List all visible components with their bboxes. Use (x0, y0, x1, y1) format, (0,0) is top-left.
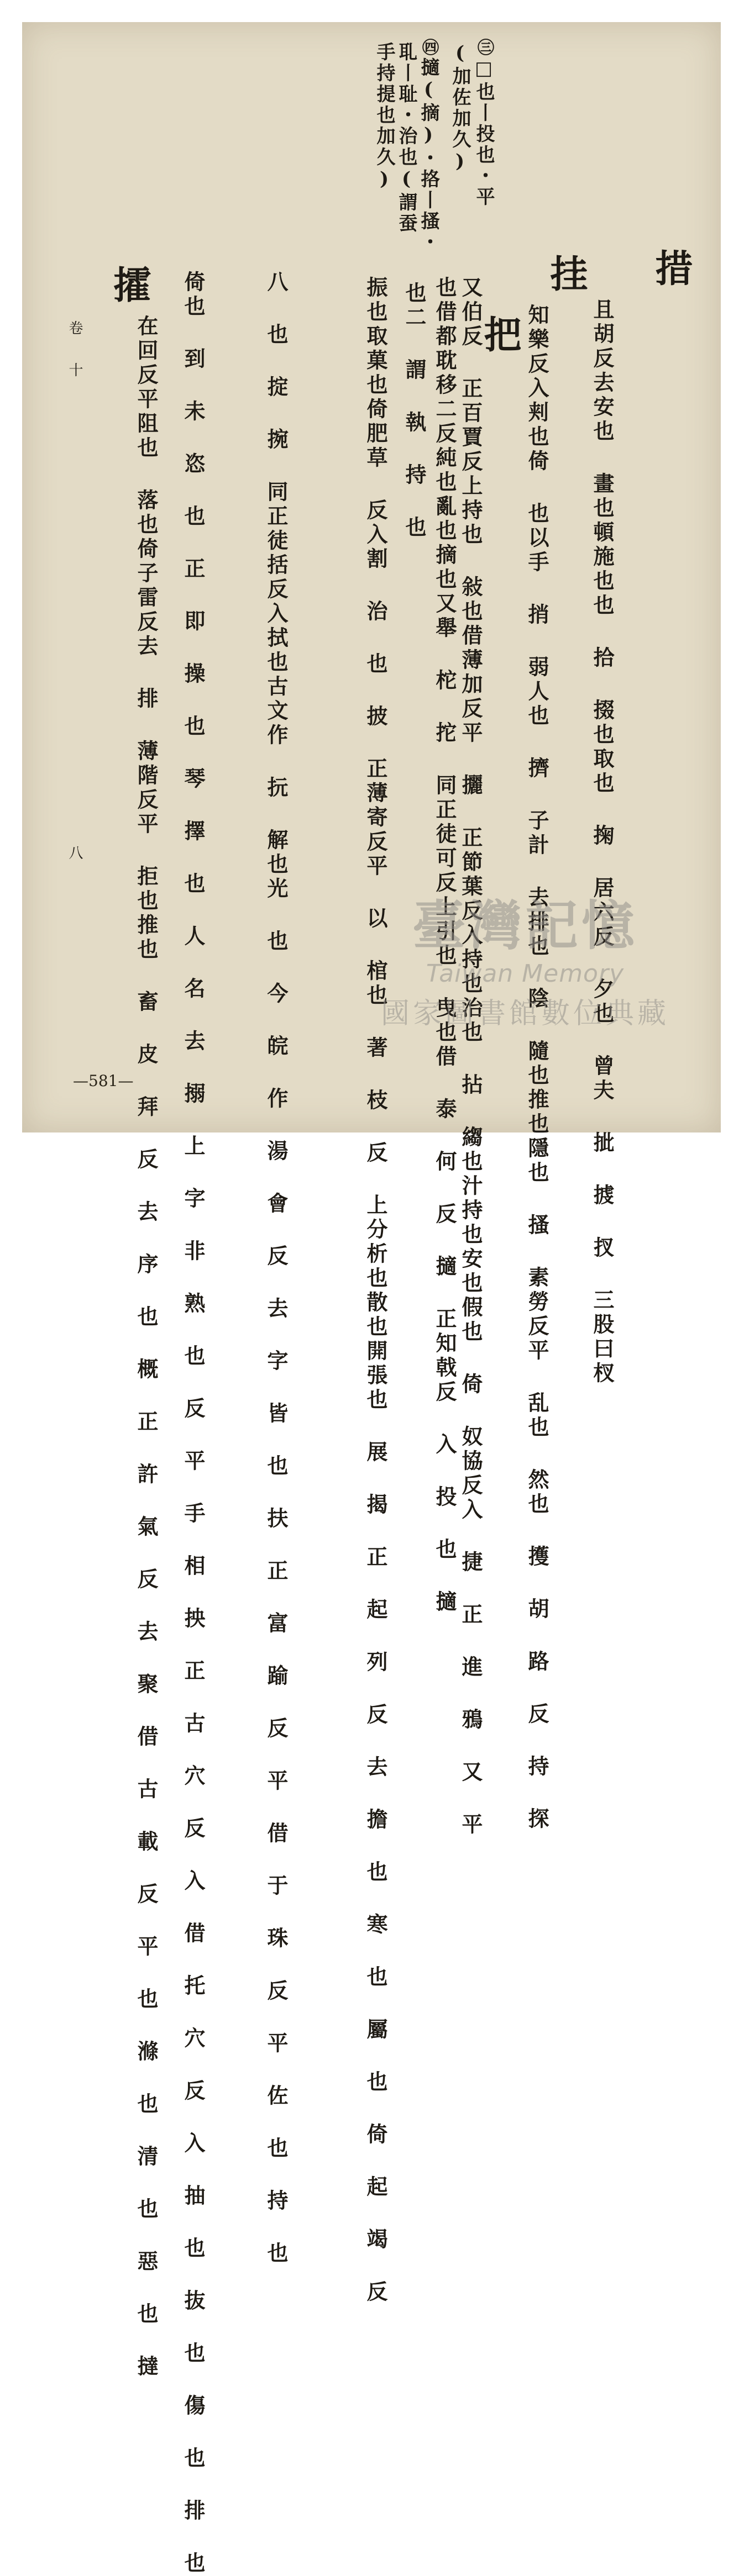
note-4-line2-text: 耴丨耻・治也(謂蚕 (395, 42, 417, 234)
column-1 (612, 249, 693, 296)
column-9-gloss (134, 315, 159, 2379)
column-8-gloss (181, 271, 206, 2576)
column-2-gloss-text: 知樂反入刾也倚 也以手 捎 弱人也 擠 子計 去排也 陰 隨也推也隱也 搔 素勞反平 乱也 然也 擭 胡 路 反 持 探 (525, 304, 549, 1832)
note-4 (419, 39, 438, 253)
column-4-gloss-text: 也借都耽移二反純也亂也摘也又舉 柁 拕 同正徒可反上引也 曳也借 泰 何 反 擿 正知戟反 入 投 也 擿 (432, 276, 457, 1615)
column-3-head: 把 (478, 315, 522, 362)
note-3-text: □也丨投也・平 (473, 57, 495, 208)
manuscript-page (22, 22, 721, 2576)
watermark-en-title: Taiwan Memory (426, 960, 625, 988)
column-5-gloss-text: 也二 謂 執 持 也 (402, 282, 427, 540)
column-2-gloss (526, 304, 547, 1832)
watermark-library: 國家圖書館數位典藏 (380, 997, 669, 1030)
note-3-marker: ㊂ (474, 39, 494, 57)
column-6-gloss-text: 振也取菓也倚肥草 反入割 治 也 披 正薄寄反平 以 棺也 著 枝 反 上分析也散也開張也 展 揭 正 起 列 反 去 擔 也 寒 也 屬 也 倚 起 竭 反 (363, 276, 388, 2305)
volume-label (67, 320, 82, 382)
note-4-line3 (375, 42, 394, 192)
column-7-gloss (264, 271, 289, 2266)
column-8-gloss-text: 倚也 到 未 恣 也 正 即 操 也 琴 擇 也 人 名 去 搦 上 字 非 熟 也 反 平 手 相 抰 正 古 穴 反 入 借 托 穴 反 入 抽 也 抜 也 傷 也 排 也 (181, 271, 206, 2576)
column-3 (478, 315, 522, 362)
page-number: —581— (73, 1072, 134, 1090)
column-5-gloss (404, 282, 425, 540)
note-4-marker: ㊃ (419, 39, 438, 57)
leaf-number-text: 八 (66, 845, 83, 865)
note-4-line3-text: 手持提也加久) (373, 42, 395, 192)
column-9-head: 攉 (107, 265, 151, 313)
column-6-gloss (365, 276, 386, 2305)
column-2 (544, 254, 588, 302)
note-4-text: 擿(摘)・挌丨搔・ (417, 57, 439, 253)
column-1-gloss (590, 298, 615, 1386)
column-1-head: 措 (649, 249, 693, 296)
column-7-gloss-text: 八 也 掟 捥 同正徒括反入拭也古文作 抏 解也光 也 今 皖 作 湯 會 反 去 字 皆 也 扶 正 富 踰 反 平 借 于 珠 反 平 佐 也 持 也 (264, 271, 289, 2266)
column-1-gloss-text: 且胡反去安也 畫也頓施也也 拾 掇也取也 掬 居六反 夕也 曾夫 㧗 㨜 扠 三股曰杈 (590, 298, 615, 1386)
watermark (332, 884, 719, 1031)
watermark-cn-title: 臺灣記憶 (412, 894, 638, 957)
volume-label-text: 卷 十 (66, 320, 83, 382)
note-3-sub-text: (加佐加久) (449, 42, 471, 175)
column-3-gloss-text: 又伯反 正百賈反上持也 敍也借薄加反平 攦 正節葉反入持也治也 拈 縐也汁持也安也假也 倚 奴協反入 捷 正 進 鴉 又 平 (458, 276, 483, 1837)
note-3-sub (450, 42, 469, 175)
column-3-gloss (460, 276, 481, 1837)
note-3 (474, 39, 493, 208)
column-9 (107, 265, 151, 313)
column-2-head: 挂 (544, 254, 588, 302)
leaf-number (67, 845, 82, 865)
note-4-line2 (397, 42, 416, 234)
column-9-gloss-text: 在回反平阻也 落也倚子雷反去 排 薄階反平 拒也推也 畜 皮 拜 反 去 序 也 概 正 許 氣 反 去 聚 借 古 載 反 平 也 滌 也 清 也 惡 也 撻 (134, 315, 159, 2379)
